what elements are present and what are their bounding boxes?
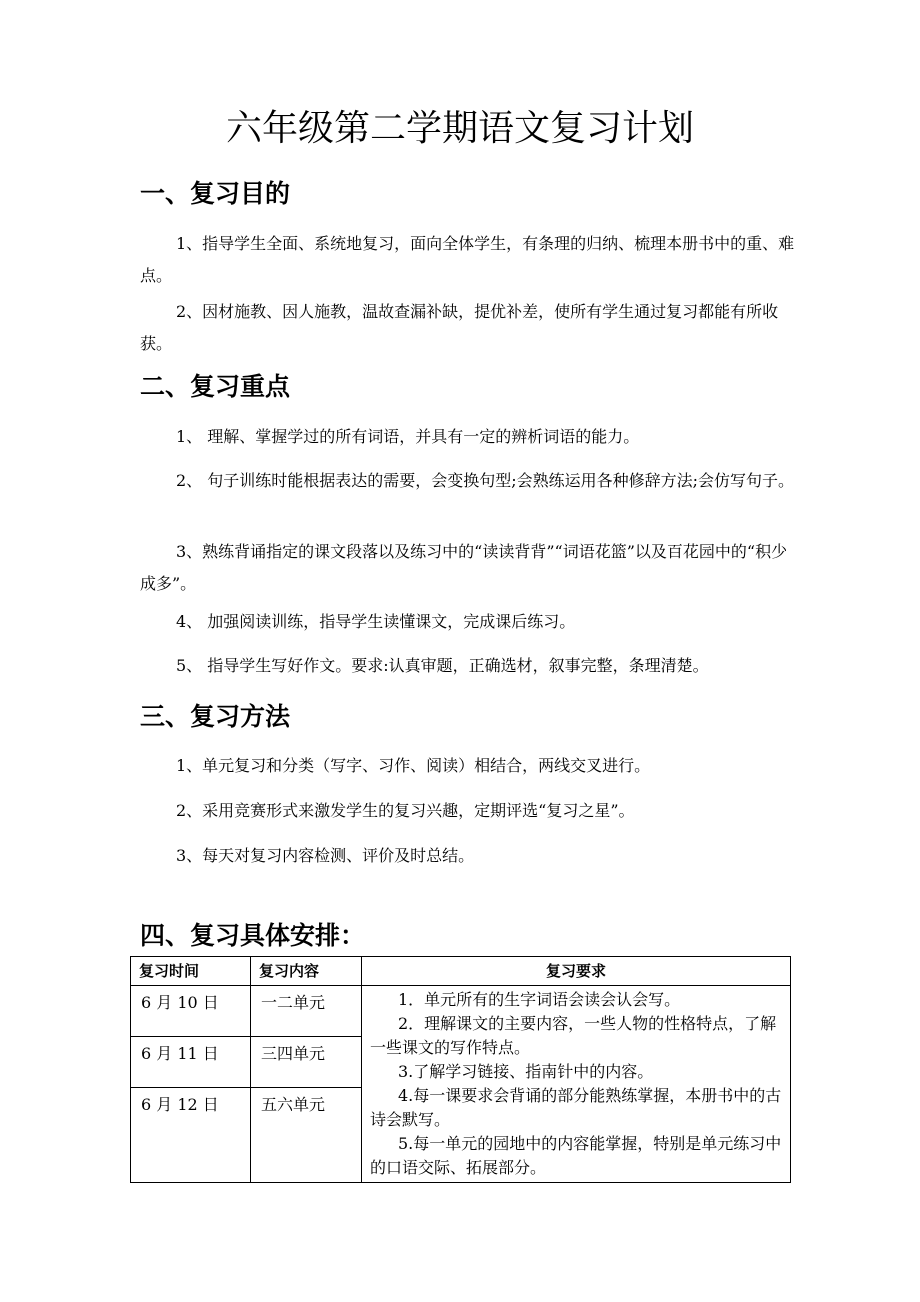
- row-time: 6 月 12 日: [131, 1088, 251, 1183]
- header-content: 复习内容: [251, 957, 362, 986]
- row-time: 6 月 11 日: [131, 1037, 251, 1088]
- focus-item-3: 3、熟练背诵指定的课文段落以及练习中的“读读背背”“词语花篮”以及百花园中的“积少成多”。: [140, 542, 788, 593]
- requirement-item: 3.了解学习链接、指南针中的内容。: [398, 1062, 654, 1081]
- method-item-1: 1、单元复习和分类（写字、习作、阅读）相结合，两线交叉进行。: [176, 756, 651, 775]
- goal-item-2: 2、因材施教、因人施教，温故查漏补缺，提优补差，使所有学生通过复习都能有所收获。: [140, 302, 779, 353]
- goal-item-1: 1、指导学生全面、系统地复习，面向全体学生，有条理的归纳、梳理本册书中的重、难点。: [140, 234, 795, 285]
- header-requirements: 复习要求: [362, 957, 791, 986]
- row-content: 三四单元: [251, 1037, 362, 1088]
- focus-item-2: 2、 句子训练时能根据表达的需要，会变换句型;会熟练运用各种修辞方法;会仿写句子。: [176, 471, 795, 490]
- section-heading-focus: 二、复习重点: [140, 372, 291, 401]
- method-item-3: 3、每天对复习内容检测、评价及时总结。: [176, 846, 475, 865]
- requirement-item: 4.每一课要求会背诵的部分能熟练掌握，本册书中的古诗会默写。: [370, 1086, 782, 1129]
- focus-item-1: 1、 理解、掌握学过的所有词语，并具有一定的辨析词语的能力。: [176, 427, 640, 446]
- method-item-2: 2、采用竞赛形式来激发学生的复习兴趣，定期评选“复习之星”。: [176, 801, 635, 820]
- requirement-item: 2．理解课文的主要内容，一些人物的性格特点，了解一些课文的写作特点。: [370, 1014, 777, 1057]
- requirements-cell: [362, 986, 791, 1183]
- row-content: 五六单元: [251, 1088, 362, 1183]
- section-heading-methods: 三、复习方法: [140, 702, 291, 731]
- table-header-row: [131, 957, 791, 986]
- schedule-table: [130, 956, 791, 1183]
- section-heading-goals: 一、复习目的: [140, 179, 291, 208]
- header-time: 复习时间: [131, 957, 251, 986]
- focus-item-5: 5、 指导学生写好作文。要求:认真审题，正确选材，叙事完整，条理清楚。: [176, 656, 709, 675]
- focus-item-4: 4、 加强阅读训练，指导学生读懂课文，完成课后练习。: [176, 612, 576, 631]
- section-heading-schedule: 四、复习具体安排：: [140, 921, 366, 950]
- table-row: [131, 986, 791, 1037]
- requirement-item: 1．单元所有的生字词语会读会认会写。: [398, 990, 681, 1009]
- requirement-item: 5.每一单元的园地中的内容能掌握，特别是单元练习中的口语交际、拓展部分。: [370, 1134, 782, 1177]
- row-content: 一二单元: [251, 986, 362, 1037]
- page-title: 六年级第二学期语文复习计划: [225, 108, 694, 149]
- row-time: 6 月 10 日: [131, 986, 251, 1037]
